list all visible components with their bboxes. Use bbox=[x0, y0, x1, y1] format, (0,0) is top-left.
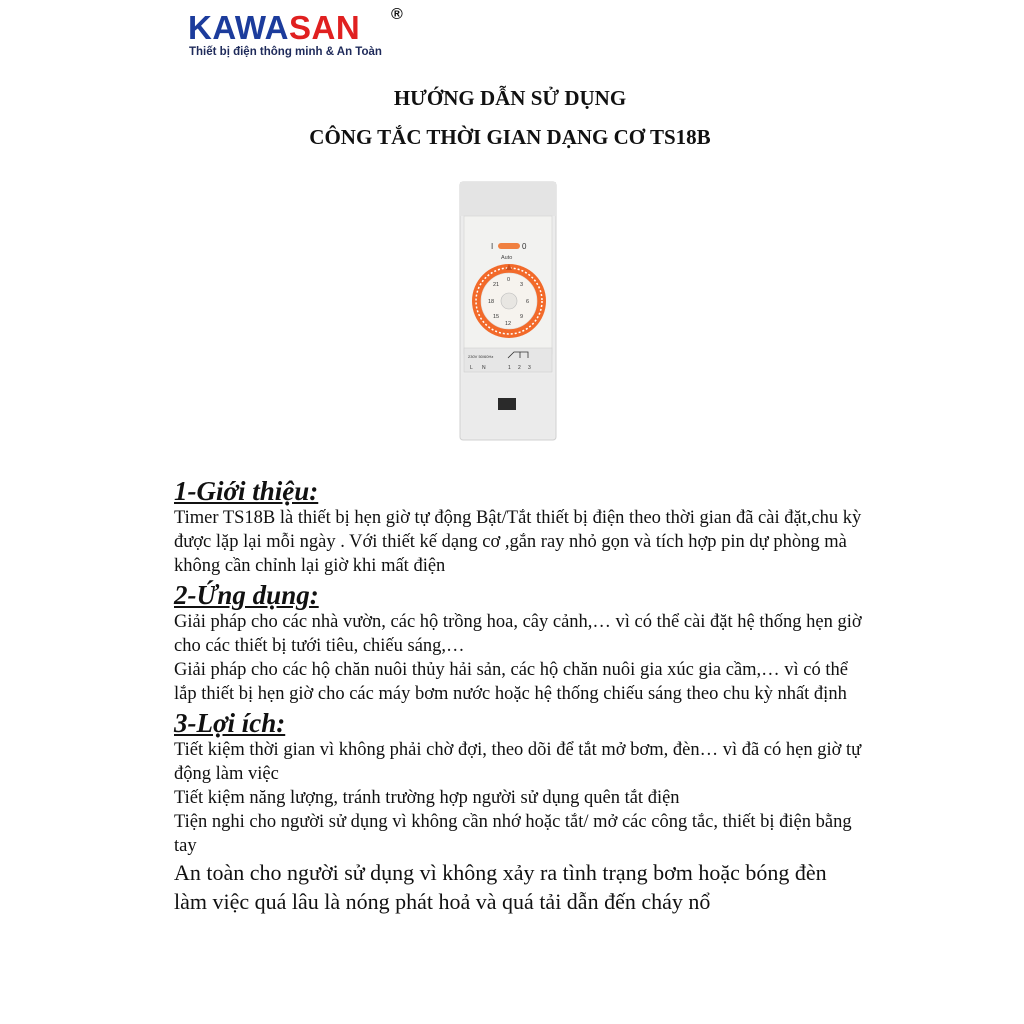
section-introduction bbox=[174, 476, 864, 578]
terminal-label: L bbox=[470, 365, 473, 371]
terminal-label: N bbox=[482, 365, 486, 371]
terminal-label: 3 bbox=[528, 365, 531, 371]
brand-logo bbox=[188, 6, 403, 58]
dial-number: 12 bbox=[505, 321, 512, 327]
section-paragraph: Giải pháp cho các hộ chăn nuôi thủy hải sản, các hộ chăn nuôi gia xúc gia cầm,… vì có thể lắp thiết bị hẹn giờ cho các máy bơm nước hoặc hệ thống chiếu sáng theo chu kỳ nhất định bbox=[174, 660, 848, 704]
section-paragraph: Tiết kiệm thời gian vì không phải chờ đợi, theo dõi để tắt mở bơm, đèn… vì đã có hẹn giờ tự động làm việc bbox=[174, 740, 862, 784]
switch-label-on: I bbox=[491, 242, 494, 251]
brand-wordmark bbox=[188, 8, 382, 48]
dial-number: 15 bbox=[493, 314, 500, 320]
auto-label: Auto bbox=[501, 255, 513, 261]
section-paragraph: Giải pháp cho các nhà vườn, các hộ trồng hoa, cây cảnh,… vì có thể cài đặt hệ thống hẹn giờ cho các thiết bị tưới tiêu, chiếu sáng,… bbox=[174, 612, 862, 656]
section-applications bbox=[174, 580, 864, 706]
din-clip-slot bbox=[498, 398, 516, 410]
brand-part-red: SAN bbox=[289, 9, 361, 46]
mode-switch-slider bbox=[498, 243, 520, 249]
document-body bbox=[174, 476, 864, 916]
section-paragraph: Tiện nghi cho người sử dụng vì không cần nhớ hoặc tắt/ mở các công tắc, thiết bị điện bằng tay bbox=[174, 812, 852, 856]
section-heading: 1-Giới thiệu: bbox=[174, 476, 319, 506]
section-paragraph: Timer TS18B là thiết bị hẹn giờ tự động Bật/Tắt thiết bị điện theo thời gian đã cài đặt,chu kỳ được lặp lại mỗi ngày . Với thiết kế dạng cơ ,gắn ray nhỏ gọn và tích hợp pin dự phòng mà không cần chỉnh lại giờ khi mất điện bbox=[174, 508, 862, 576]
dial-number: 9 bbox=[520, 314, 524, 320]
terminal-label: 2 bbox=[518, 365, 521, 371]
section-heading: 2-Ứng dụng: bbox=[174, 580, 319, 610]
dial-number: 0 bbox=[507, 277, 511, 283]
dial-number: 3 bbox=[520, 282, 524, 288]
registered-mark: ® bbox=[391, 6, 403, 23]
section-paragraph: An toàn cho người sử dụng vì không xảy ra tình trạng bơm hoặc bóng đèn làm việc quá lâu là nóng phát hoả và quá tải dẫn đến cháy nổ bbox=[174, 860, 827, 914]
document-title-line-1: HƯỚNG DẪN SỬ DỤNG bbox=[393, 86, 627, 110]
timer-dial-knob bbox=[501, 293, 517, 309]
section-benefits bbox=[174, 708, 864, 916]
product-image-timer bbox=[458, 180, 558, 442]
brand-part-blue: KAWA bbox=[188, 9, 289, 46]
dial-number: 6 bbox=[526, 299, 530, 305]
dial-number: 21 bbox=[493, 282, 500, 288]
dial-number: 18 bbox=[488, 299, 495, 305]
brand-tagline: Thiết bị điện thông minh & An Toàn bbox=[189, 46, 382, 58]
terminal-label: 1 bbox=[508, 365, 511, 371]
switch-label-off: 0 bbox=[522, 242, 527, 251]
document-title-line-2: CÔNG TẮC THỜI GIAN DẠNG CƠ TS18B bbox=[309, 125, 711, 149]
section-paragraph: Tiết kiệm năng lượng, tránh trường hợp người sử dụng quên tắt điện bbox=[174, 788, 680, 808]
timer-top-cap bbox=[460, 182, 556, 216]
section-heading: 3-Lợi ích: bbox=[174, 708, 286, 738]
rating-label: 230V 50/60Hz bbox=[468, 354, 494, 359]
